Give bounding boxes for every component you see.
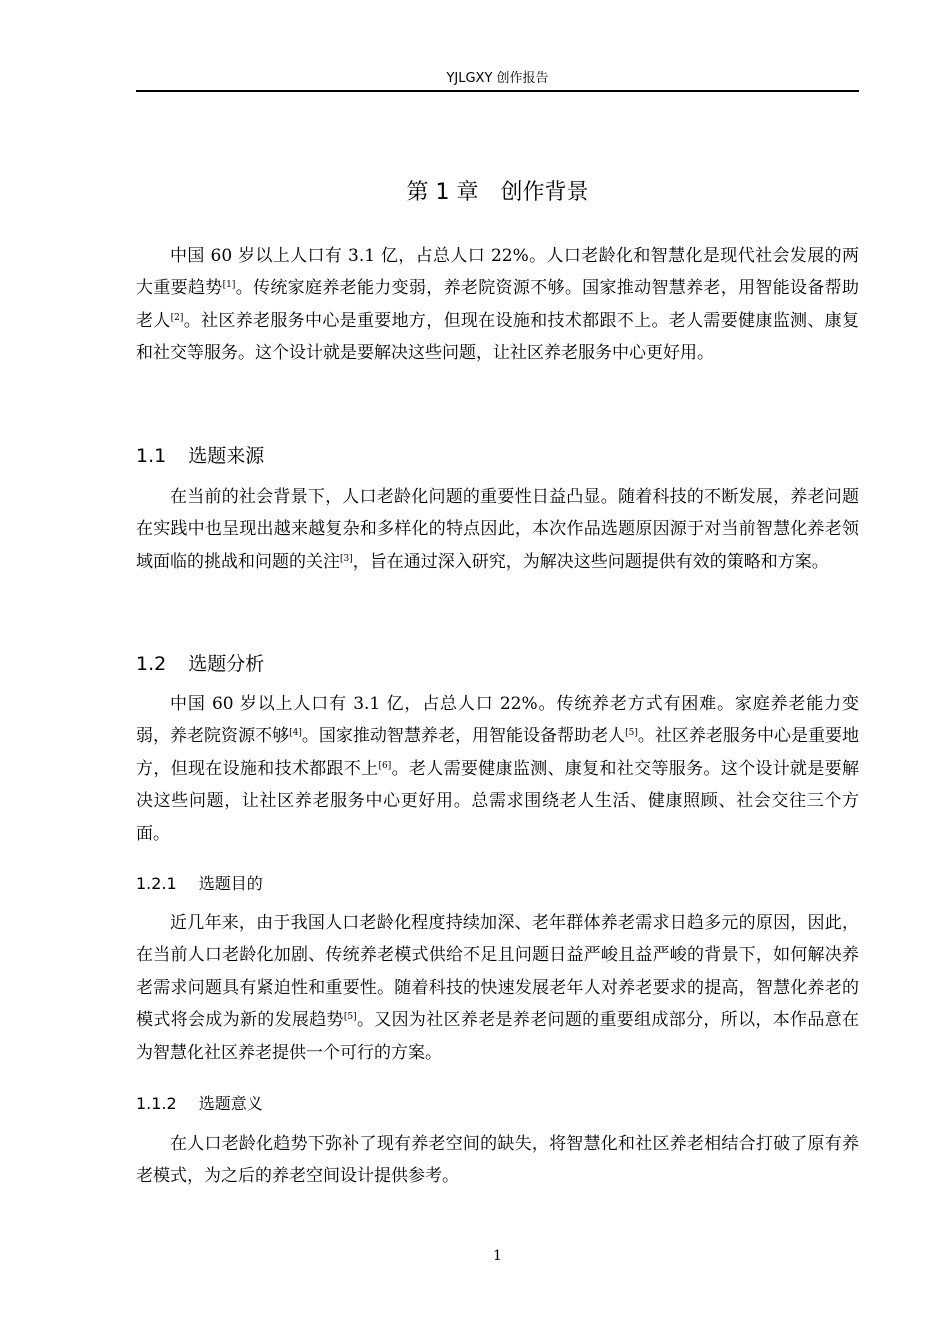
subsection-heading-1-2-1: 1.2.1 选题目的 [136, 874, 263, 893]
page-number: 1 [493, 1248, 502, 1264]
citation-ref: [1] [222, 280, 236, 291]
chapter-title: 第 1 章 创作背景 [406, 180, 589, 205]
subsection-1-1-2-paragraph: 在人口老龄化趋势下弥补了现有养老空间的缺失，将智慧化和社区养老相结合打破了原有养老模式，为之后的养老空间设计提供参考。 [136, 1134, 859, 1187]
section-1-1-paragraph: 在当前的社会背景下，人口老龄化问题的重要性日益凸显。随着科技的不断发展，养老问题在实践中也呈现出越来越复杂和多样化的特点因此，本次作品选题原因源于对当前智慧化养老领域面临的挑战和问题的关注[3]，旨在通过深入研究，为解决这些问题提供有效的策略和方案。 [136, 487, 859, 572]
subsection-heading-1-1-2: 1.1.2 选题意义 [136, 1094, 263, 1113]
section-heading-1-2: 1.2 选题分析 [136, 653, 265, 675]
page-header: YJLGXY 创作报告 [446, 71, 549, 86]
citation-ref: [5] [343, 1012, 357, 1023]
section-1-2-paragraph: 中国 60 岁以上人口有 3.1 亿，占总人口 22%。传统养老方式有困难。家庭养老能力变弱，养老院资源不够[4]。国家推动智慧养老，用智能设备帮助老人[5]。社区养老服务中心是重要地方，但现在设施和技术都跟不上[6]。老人需要健康监测、康复和社交等服务。这个设计就是要解决这些问题，让社区养老服务中心更好用。总需求围绕老人生活、健康照顾、社会交往三个方面。 [136, 694, 860, 844]
citation-ref: [4] [289, 728, 302, 739]
subsection-1-2-1-paragraph: 近几年来，由于我国人口老龄化程度持续加深、老年群体养老需求日趋多元的原因，因此，在当前人口老龄化加剧、传统养老模式供给不足且问题日益严峻且益严峻的背景下，如何解决养老需求问题具有紧迫性和重要性。随着科技的快速发展老年人对养老要求的提高，智慧化养老的模式将会成为新的发展趋势[5]。又因为社区养老是养老问题的重要组成部分，所以，本作品意在为智慧化社区养老提供一个可行的方案。 [136, 913, 860, 1063]
intro-paragraph: 中国 60 岁以上人口有 3.1 亿，占总人口 22%。人口老龄化和智慧化是现代社会发展的两大重要趋势[1]。传统家庭养老能力变弱，养老院资源不够。国家推动智慧养老，用智能设备帮助老人[2]。社区养老服务中心是重要地方，但现在设施和技术都跟不上。老人需要健康监测、康复和社交等服务。这个设计就是要解决这些问题，让社区养老服务中心更好用。 [136, 246, 860, 364]
citation-ref: [5] [625, 728, 638, 739]
citation-ref: [3] [340, 553, 353, 564]
section-heading-1-1: 1.1 选题来源 [136, 445, 265, 467]
citation-ref: [6] [378, 760, 392, 771]
citation-ref: [2] [170, 312, 184, 323]
header-rule [136, 90, 859, 92]
